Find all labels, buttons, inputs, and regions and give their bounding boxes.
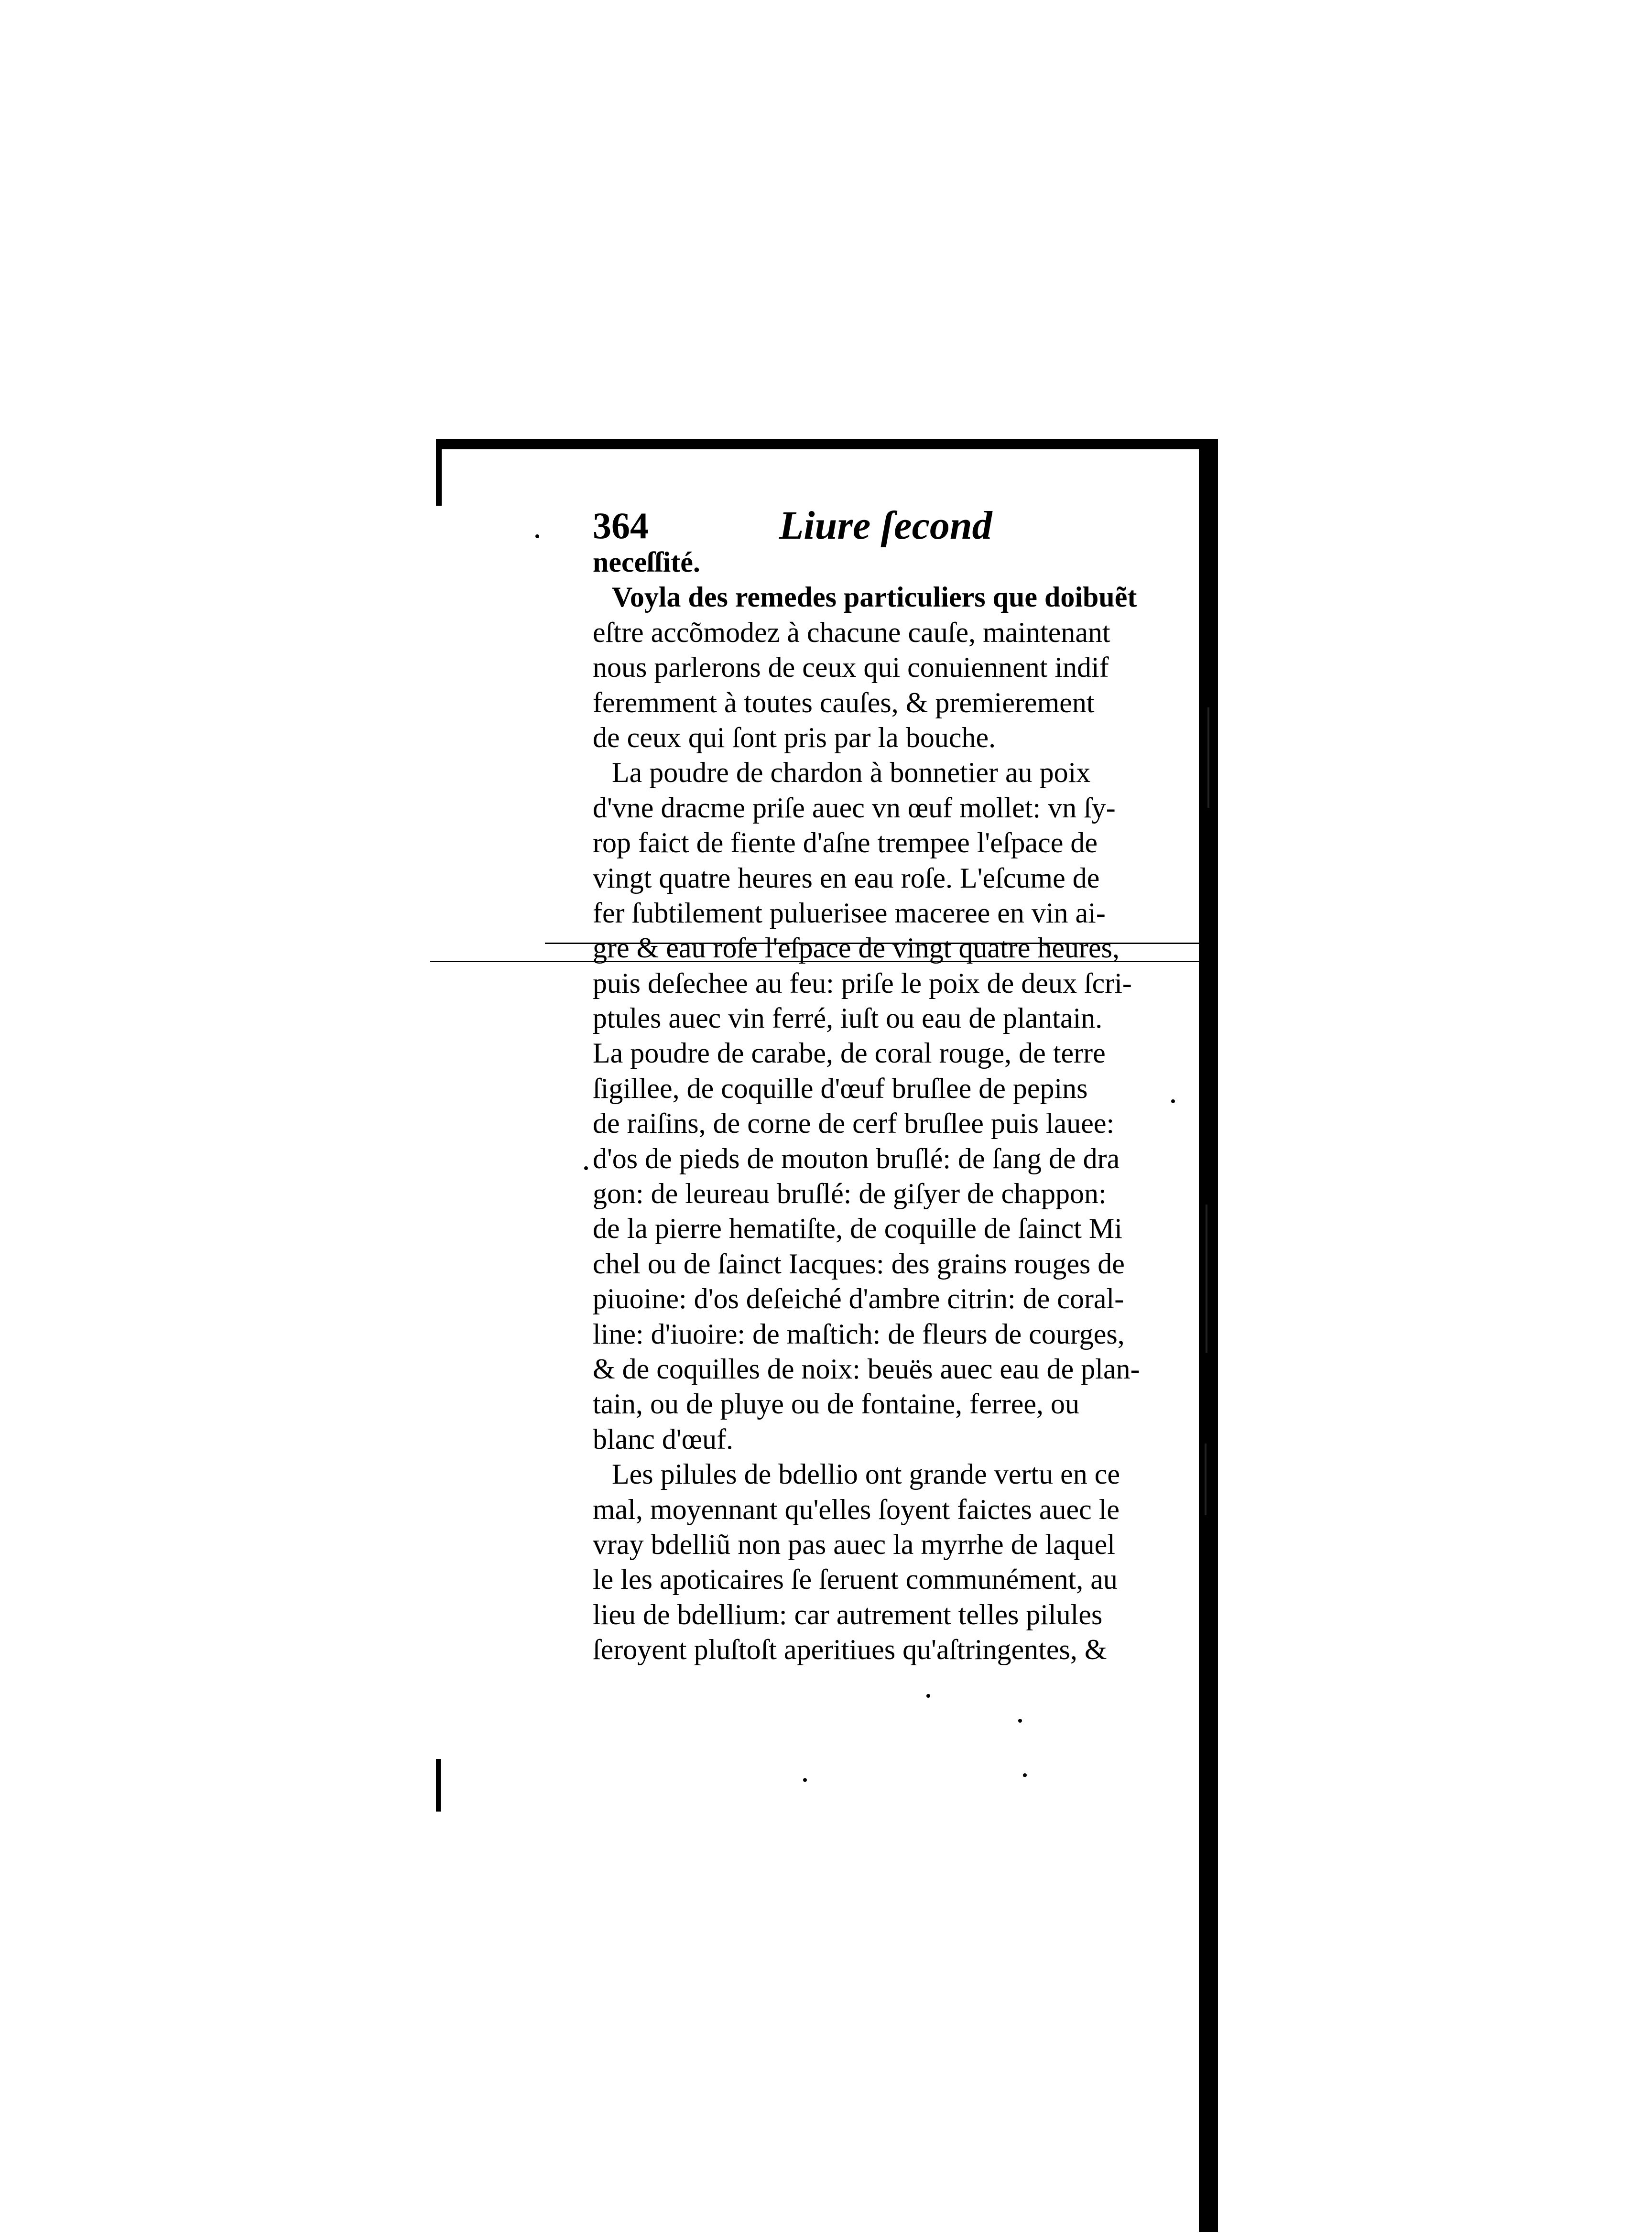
text-line: mal, moyennant qu'elles ſoyent faictes auec le [593,1493,1120,1525]
text-line: le les apoticaires ſe ſeruent communément, au [593,1563,1118,1596]
scan-speck [926,1694,930,1698]
text-line: gon: de leureau bruſlé: de giſyer de chappon: [593,1178,1107,1210]
scan-speck [803,1778,807,1782]
text-line: d'vne dracme priſe auec vn œuf mollet: vn ſy- [593,792,1116,824]
text-line: ſigillee, de coquille d'œuf bruſlee de pepins [593,1072,1088,1104]
scan-speck [535,534,539,538]
text-line: blanc d'œuf. [593,1423,734,1455]
body-text [593,545,1209,1668]
text-line: feremment à toutes cauſes, & premierement [593,686,1095,718]
text-line: vingt quatre heures en eau roſe. L'eſcume de [593,862,1100,894]
text-line: de raiſins, de corne de cerf bruſlee puis lauee: [593,1107,1115,1140]
text-line: ptules auec vin ferré, iuſt ou eau de plantain. [593,1002,1103,1034]
text-line: chel ou de ſainct Iacques: des grains rouges de [593,1248,1125,1280]
text-line: piuoine: d'os deſeiché d'ambre citrin: de coral- [593,1283,1124,1315]
scan-speck [584,1166,588,1170]
page-frame-top [436,439,1210,449]
text-line: eſtre accõmodez à chacune cauſe, maintenant [593,616,1110,648]
text-line: puis deſechee au feu: priſe le poix de deux ſcri- [593,967,1132,999]
page-frame-left-top [436,439,442,506]
text-line: d'os de pieds de mouton bruſlé: de ſang de dra [593,1142,1120,1174]
page-number: 364 [593,505,649,546]
text-line: Les pilules de bdellio ont grande vertu en ce [612,1458,1120,1490]
text-line: de ceux qui ſont pris par la bouche. [593,721,996,753]
scan-speck [1018,1719,1022,1723]
text-line: fer ſubtilement puluerisee maceree en vin ai- [593,897,1106,929]
text-line: neceſſité. [593,546,700,578]
scan-speck [1023,1773,1027,1777]
text-line: ſeroyent pluſtoſt aperitiues qu'aſtringentes, & [593,1634,1107,1666]
text-line: gre & eau roſe l'eſpace de vingt quatre heures, [593,932,1119,964]
text-line: Voyla des remedes particuliers que doibuẽt [612,581,1137,613]
text-line: line: d'iuoire: de maſtich: de fleurs de courges, [593,1318,1125,1350]
text-line: de la pierre hematiſte, de coquille de ſainct Mi [593,1213,1122,1245]
text-line: rop faict de fiente d'aſne trempee l'eſpace de [593,827,1098,859]
text-line: La poudre de chardon à bonnetier au poix [612,757,1091,789]
text-line: nous parlerons de ceux qui conuiennent indif [593,651,1109,684]
running-title: Liure ſecond [779,503,992,548]
page-frame-left-bottom [436,1759,441,1812]
text-line: & de coquilles de noix: beuës auec eau de plan- [593,1353,1140,1385]
text-line: lieu de bdellium: car autrement telles pilules [593,1598,1103,1630]
running-head [593,499,1214,552]
text-line: vray bdelliũ non pas auec la myrrhe de laquel [593,1528,1115,1560]
text-line: La poudre de carabe, de coral rouge, de terre [593,1037,1106,1069]
text-line: tain, ou de pluye ou de fontaine, ferree, ou [593,1388,1079,1420]
